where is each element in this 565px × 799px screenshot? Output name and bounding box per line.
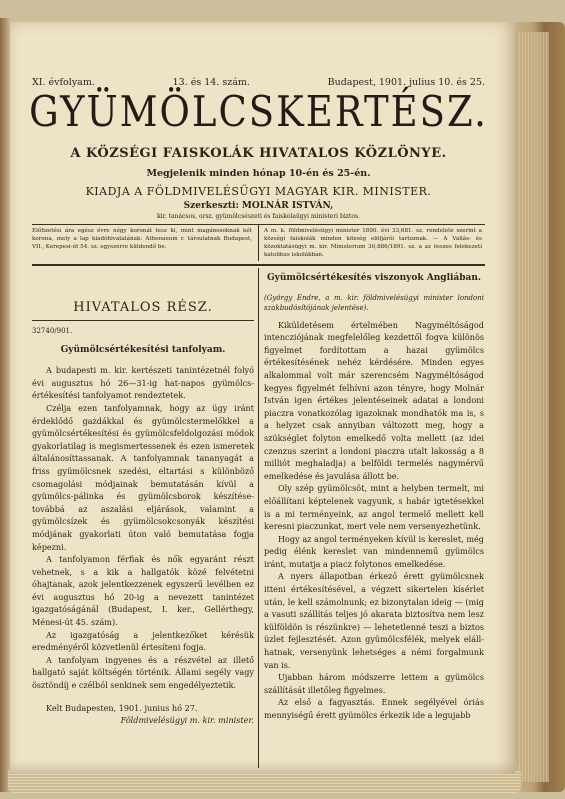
page-stack-right xyxy=(513,22,565,792)
issue-number: 13. és 14. szám. xyxy=(172,77,250,88)
masthead-title: GYÜMÖLCSKERTÉSZ. xyxy=(29,86,488,137)
signature: Földmivelésügyi m. kir. minister. xyxy=(120,715,254,726)
newspaper-page xyxy=(10,22,515,774)
paragraph: Az első a fagyasztás. Ennek segélyével óriás mennyiségű érett gyümölcs érkezik ide a legujabb xyxy=(264,697,484,720)
book-spine-edge xyxy=(0,18,10,792)
notice-divider xyxy=(258,225,259,261)
paragraph: Az igazgatóság a jelentkezőket kérésük eredményéről közvetlenül értesíteni fogja. xyxy=(32,629,254,653)
place-date: Budapest, 1901. julius 10. és 25. xyxy=(327,77,485,88)
editor-line: Szerkeszti: MOLNÁR ISTVÁN, xyxy=(183,201,334,211)
editor-note: kir. tanácsos, orsz. gyümölcsészeti és faiskolaügyi ministeri biztos. xyxy=(157,213,360,220)
paragraph: Kiküldetésem értelmében Nagyméltóságod intencziójának megfelelőleg kezdettől fogva különös figyelmet fordítottam a hazai gyümölcs értékesítésének nehéz kérdésére. Minden egyes alkalommal volt már szerencsém Nagyméltóságod kegyes figyelmét felhívni azon tényre, hogy Molnár István igen értékes jelentéseinek adatai a londoni piaczra vonatkozólag igazoknak mondhatók ma is, s a helyzet csak annyiban változott meg, hogy a szükséglet folyton emelkedő volta mellett (az idei czenzus szerint a londoni piaczra utalt lakosság a 8 milliót meghaladja) a belföldi termelés nagymérvű emelkedése és javulása állott be. xyxy=(264,319,484,481)
rule-bottom xyxy=(32,264,485,266)
paragraph: Czélja ezen tanfolyamnak, hogy az ügy iránt érdeklődő gazdákkal és gyümölcstermelőkkel a gyümölcsértékesítési és gyümölcsfeldolgozási módok gyakorlatilag is megismertessenek és ezen ismeretek általánosíttassanak. A tanfolyamnak tananyagát a friss gyümölcsnek szedési, eltartási s különböző csomagolási módjainak bemutatásán kívül a gyümölcs-pálinka és gyümölcsborok készítése- továbbá az aszalási eljárások, valamint a gyümölcsízek és gyümölcsokcsonyák készítési módjának gyakorlati úton való bemutatása fogja képezni. xyxy=(32,402,254,552)
article-heading: Gyümölcsértékesítés viszonyok Angliában. xyxy=(266,273,482,283)
reference-number: 32740/901. xyxy=(32,327,73,335)
ministry-notice: A m. k. földmivelésügyi minister 1890. évi 33,681. sz. rendelete szerint a községi faiskolák minden község elöljárói tartoznak. — A Vallás- és közoktatásügyi m. kir. Ministerium 30,886/1891. sz. a az összes felekezeti katolikus iskolákban. xyxy=(264,228,482,258)
byline: (György Endre, a m. kir. földmivelésügyi minister londoni szakbudósítójának jelentése). xyxy=(264,293,484,312)
article-heading: Gyümölcsértékesítési tanfolyam. xyxy=(60,344,226,355)
paragraph: A tanfolyam ingyenes és a részvétel az illető hallgató saját költségén történik. Állami segély vagy ösztöndíj e czélból senkinek sem engedélyeztetik. xyxy=(32,654,254,691)
subtitle: A KÖZSÉGI FAISKOLÁK HIVATALOS KÖZLÖNYE. xyxy=(70,146,447,161)
section-title: HIVATALOS RÉSZ. xyxy=(73,300,213,315)
subscription-notice: Előfizetési ára egész évre négy koronát tesz ki, mint magánosoknak két korona, mely a lap kiadóhivatalának: Athenaeum r. társulatnak Budapest, VII., Kerepesi-út 54. sz. egyszerre küldendő be. xyxy=(32,228,252,250)
issue-note: Megjelenik minden hónap 10-én és 25-én. xyxy=(146,168,371,179)
section-rule xyxy=(32,320,254,321)
right-column xyxy=(264,272,484,722)
publisher-line: KIADJA A FÖLDMIVELÉSÜGYI MAGYAR KIR. MINISTER. xyxy=(85,185,432,198)
paragraph: A budapesti m. kir. kertészeti tanintézetnél folyó évi augusztus hó 26—31-ig hat-napos gyümölcs-értékesítési tanfolyamot rendeztetek. xyxy=(32,365,254,401)
paragraph: Oly szép gyümölcsöt, mint a helyben termelt, mi előállítani képtelenek vagyunk, s habár igtetésekkel is a mi terményeink, az angol termelő mellett kell keresni piaczunkat, mert vele nem versenyezhetünk. xyxy=(264,483,484,532)
paragraph: A nyers állapotban érkező érett gyümölcsnek itteni értékesítésével, a végzett sikertelen kísérlet után, le kell számolnunk; ez bizonytalan ideig — (mig a vasuti szállítás teljes jó akarata biztosítva nem lesz külföldön is részünkre) — lehetetlenné teszi a biztos üzlet fejlesztését. Azon gyümölcsfélék, melyek elállhatnak, versenyünk lehetséges a némi forgalmunk van is. xyxy=(264,571,484,670)
paragraph: Ujabban három módszerre lettem a gyümölcs szállítását illetőleg figyelmes. xyxy=(264,672,484,695)
left-column xyxy=(32,325,254,727)
page-stack-bottom xyxy=(8,771,521,793)
paragraph: Hogy az angol terményeken kívül is kereslet, még pedig élénk kereslet van mindennemű gyümölcs iránt, mutatja a piacz folytonos emelkedése. xyxy=(264,533,484,569)
date-line: Kelt Budapesten, 1901. junius hó 27. xyxy=(46,702,198,713)
column-divider xyxy=(258,268,259,768)
paragraph: A tanfolyamon férfiak és nők egyaránt részt vehetnek, s a kik a hallgatók közé felvétetni óhajtanak, azok jelentkezzenek egyszerű levélben ez évi augusztus hó 20-ig a nevezett tanintézet igazgatóságánál (Budapest, I. ker., Gellérthegy, Ménesi-út 45. szám). xyxy=(32,554,254,628)
volume-label: XI. évfolyam. xyxy=(32,77,95,88)
